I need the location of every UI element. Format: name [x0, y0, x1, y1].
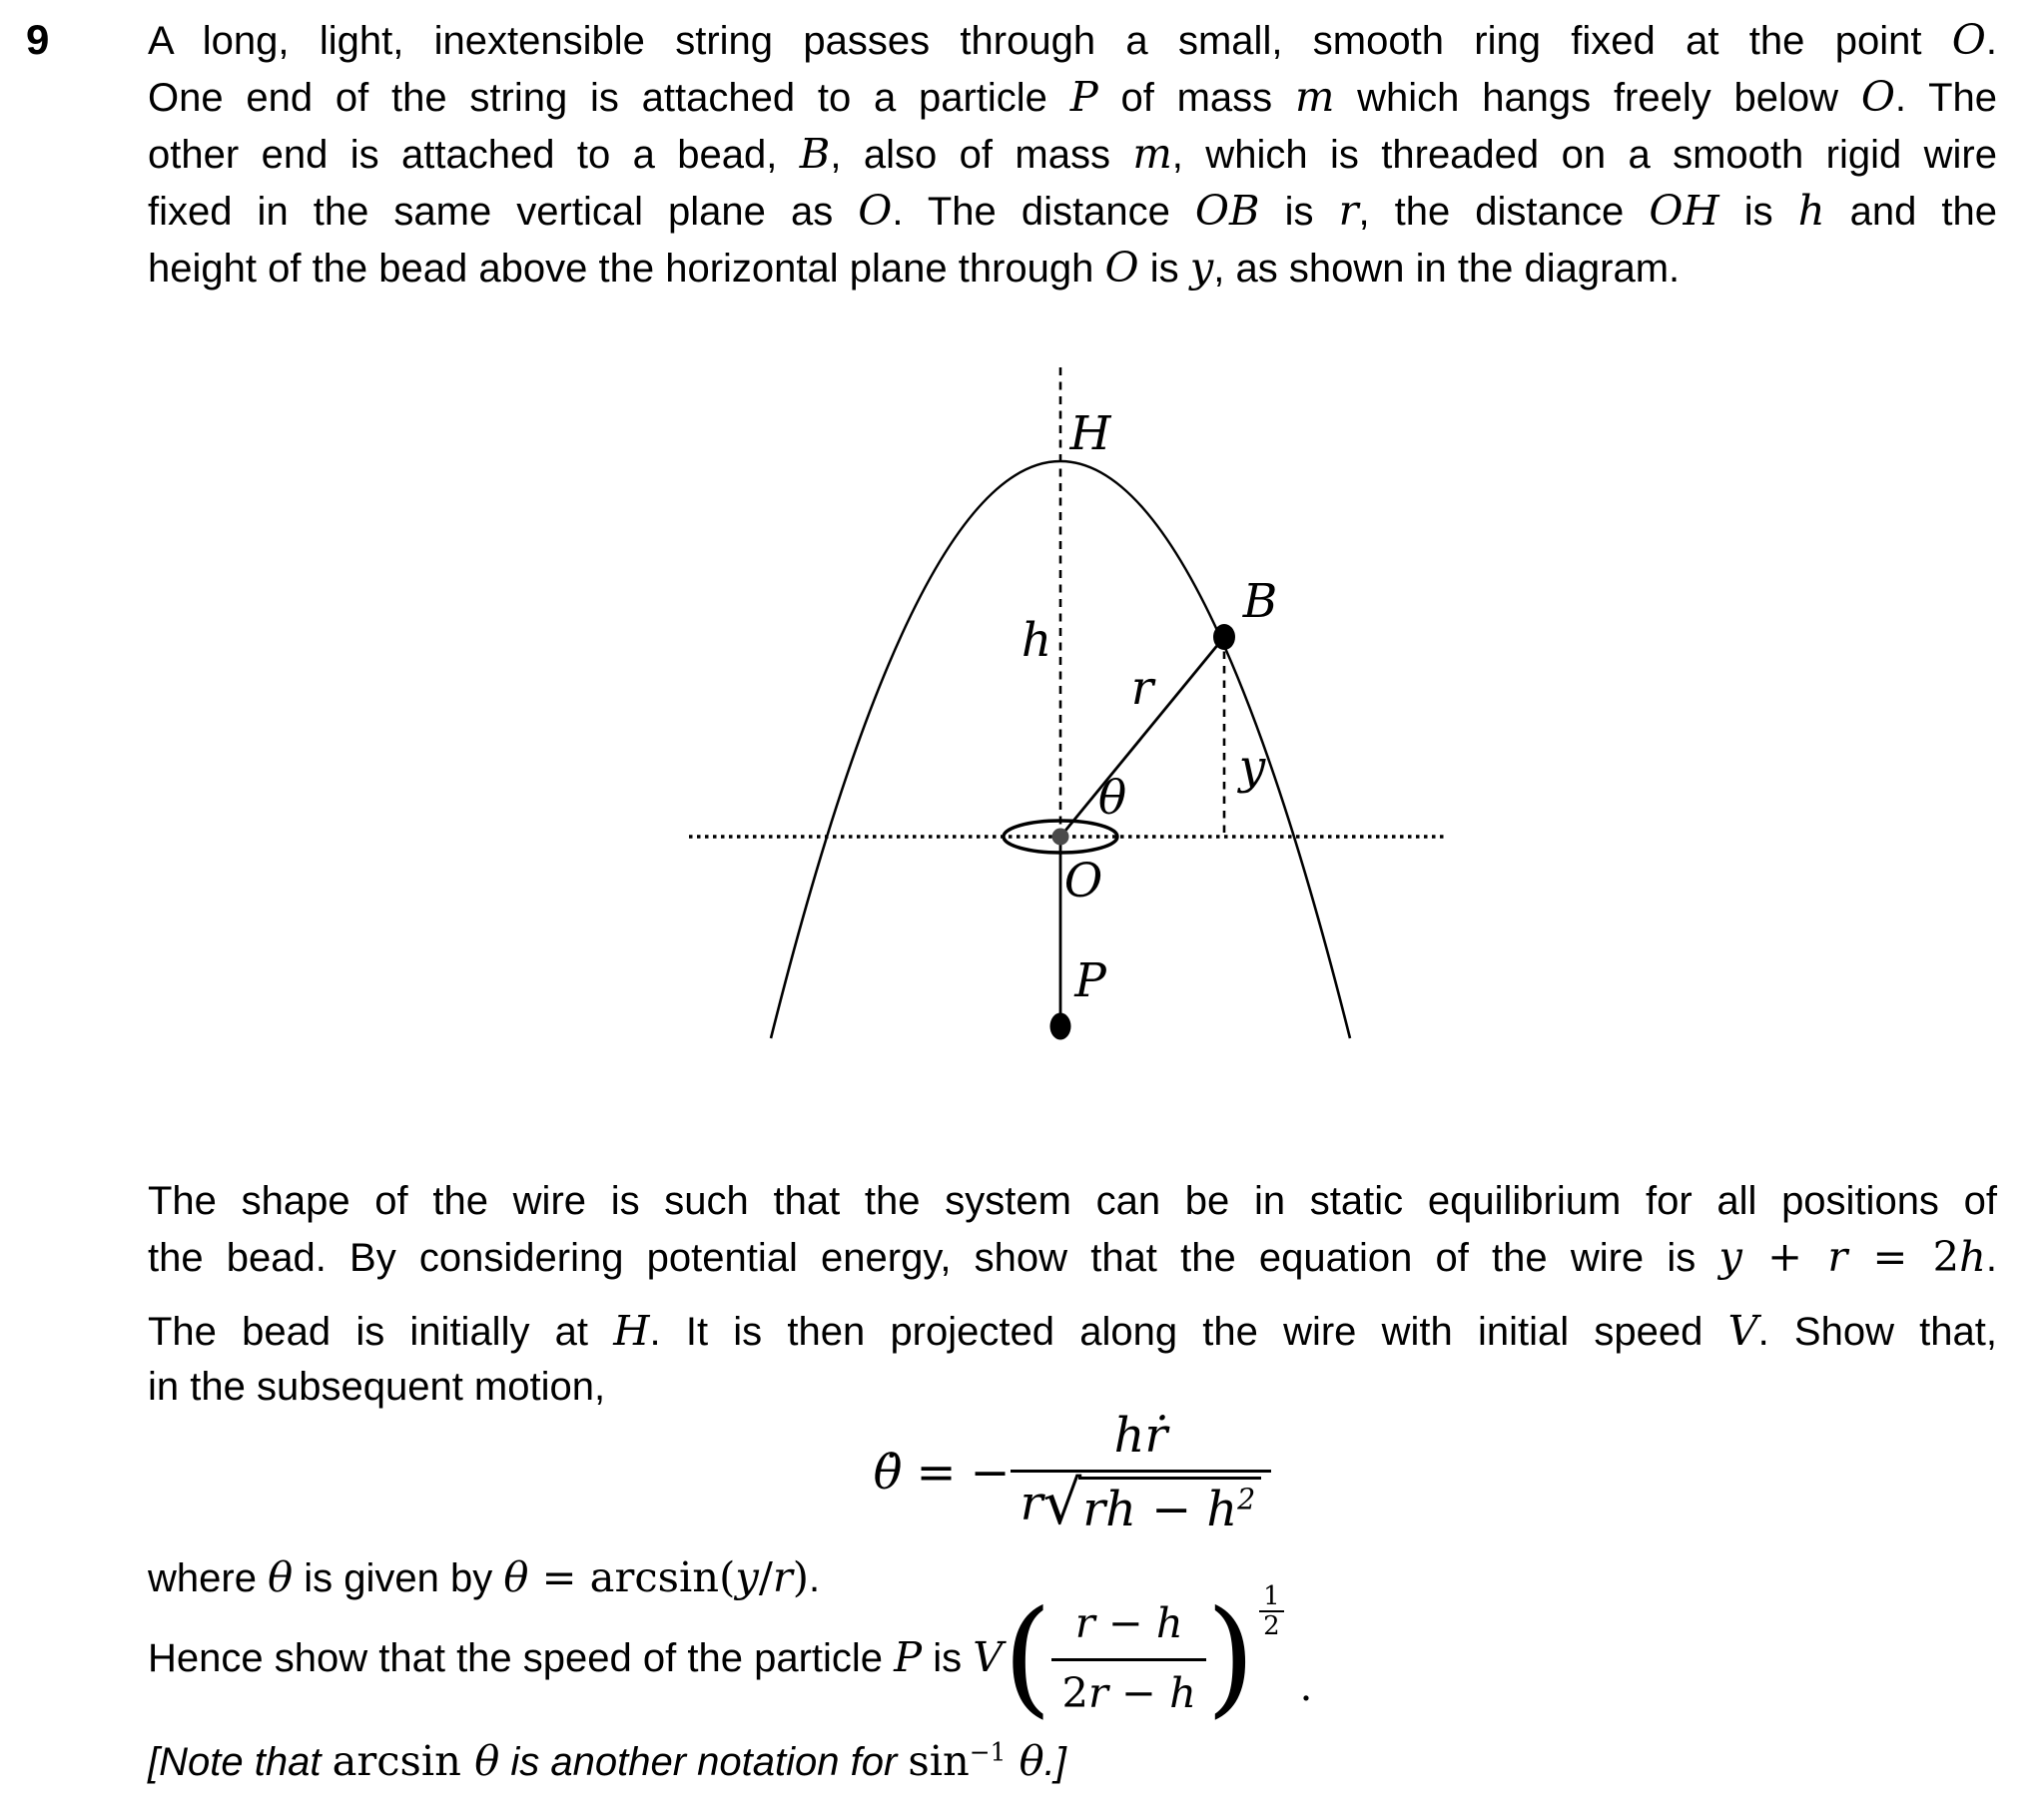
text-run: and the — [1824, 190, 1997, 234]
text-line — [148, 1174, 1997, 1229]
text-run: [Note that — [148, 1740, 333, 1784]
text-run: other end is attached to a bead, — [148, 133, 800, 177]
exponent-numerator: 1 — [1263, 1580, 1280, 1611]
radical-sign: √ — [1042, 1468, 1082, 1538]
text-run: The bead is initially at — [148, 1310, 614, 1354]
open-paren: ( — [1003, 1583, 1052, 1731]
label-h: h — [1021, 613, 1052, 668]
question-number: 9 — [26, 16, 50, 63]
text-run: is another notation for — [499, 1740, 909, 1784]
text-run: P — [894, 1632, 923, 1681]
wire-bead-diagram — [639, 359, 1458, 1058]
text-run: OH — [1649, 186, 1719, 235]
equals-sign: = — [916, 1445, 957, 1501]
text-run: O — [1860, 72, 1895, 121]
text-run: is — [1259, 190, 1339, 234]
text-run: .] — [1043, 1740, 1066, 1784]
equation-row — [874, 1409, 1272, 1537]
text-run: . The — [1894, 76, 1998, 120]
text-run: 2 — [1061, 1668, 1088, 1717]
text-run: r — [1338, 186, 1359, 235]
text-run: rh − h — [1082, 1482, 1238, 1537]
wire-shape-paragraph — [148, 1174, 1997, 1286]
text-run: −1 — [969, 1737, 1007, 1767]
label-theta: θ — [1097, 771, 1127, 826]
text-run: r — [1827, 1232, 1848, 1281]
text-run: . — [1985, 19, 1997, 63]
text-run: of mass — [1097, 76, 1295, 120]
text-run: Hence show that the speed of the particle — [148, 1636, 895, 1680]
text-run: where — [148, 1556, 269, 1600]
text-run: m — [1294, 72, 1335, 121]
text-run: sin — [908, 1736, 970, 1785]
text-run: m — [1132, 129, 1172, 178]
text-line — [148, 183, 1997, 240]
text-run: the bead. By considering potential energy, show that the equation of the wire is — [148, 1236, 1719, 1280]
text-run: h — [1797, 186, 1825, 235]
text-run: One end of the string is attached to a particle — [148, 76, 1070, 120]
sentence-period: . — [1299, 1664, 1313, 1710]
text-line — [148, 126, 1997, 183]
minus-sign: − — [970, 1445, 1011, 1501]
text-run: . — [808, 1556, 821, 1600]
text-line — [148, 240, 1997, 297]
text-run: = arcsin( — [528, 1552, 736, 1601]
speed-fraction — [1051, 1595, 1205, 1720]
text-run: A long, light, inextensible string passes through a small, smooth ring fixed at the point — [148, 19, 1952, 63]
text-run — [1006, 1736, 1019, 1785]
text-run: h — [1959, 1232, 1986, 1281]
speed-fraction-numerator — [1065, 1595, 1193, 1658]
question-intro-paragraph — [148, 12, 1997, 297]
text-run: which hangs freely below — [1334, 76, 1861, 120]
text-run: O — [1104, 243, 1139, 292]
text-line — [148, 12, 1997, 69]
text-run: , the distance — [1358, 190, 1650, 234]
point-O-dot — [1052, 829, 1069, 846]
text-run: r — [772, 1552, 793, 1601]
radicand — [1078, 1477, 1261, 1537]
text-run: V — [973, 1632, 1004, 1681]
text-run: y — [1189, 243, 1214, 292]
text-run: θ — [503, 1552, 529, 1601]
text-line — [148, 69, 1997, 126]
text-run: The shape of the wire is such that the system can be in static equilibrium for all positions of — [148, 1179, 1997, 1223]
text-line — [148, 1303, 1997, 1360]
text-run: . The distance — [892, 190, 1195, 234]
label-P: P — [1074, 953, 1106, 1008]
speed-fraction-denominator — [1051, 1658, 1205, 1720]
label-r: r — [1130, 661, 1154, 716]
text-run: r − h — [1087, 1668, 1196, 1717]
fraction — [1011, 1409, 1272, 1537]
text-run: P — [1069, 72, 1098, 121]
text-run: , which is threaded on a smooth rigid wire — [1171, 133, 1997, 177]
text-run: arcsin — [332, 1736, 475, 1785]
bead-B-dot — [1213, 624, 1235, 650]
particle-P-dot — [1050, 1013, 1071, 1040]
text-run: y — [1718, 1232, 1742, 1281]
text-run: is — [1718, 190, 1798, 234]
close-paren: ) — [1205, 1583, 1256, 1731]
hence-text — [148, 1629, 1003, 1686]
label-H: H — [1069, 406, 1111, 461]
text-run: ) — [792, 1552, 809, 1601]
text-run: in the subsequent motion, — [148, 1365, 606, 1409]
text-run: is given by — [293, 1556, 504, 1600]
label-y: y — [1238, 740, 1266, 795]
text-run: H — [613, 1306, 650, 1355]
text-run: fixed in the same vertical plane as — [148, 190, 859, 234]
radical — [1042, 1468, 1262, 1538]
text-run: θ — [1019, 1736, 1044, 1785]
text-run: + — [1741, 1232, 1828, 1281]
text-run: OB — [1194, 186, 1260, 235]
text-run: θ — [474, 1736, 500, 1785]
text-run: . It is then projected along the wire with initial speed — [649, 1310, 1728, 1354]
text-run: r − h — [1074, 1598, 1183, 1647]
text-run: O — [1951, 15, 1986, 64]
exponent-denominator: 2 — [1259, 1610, 1284, 1640]
text-run: , also of mass — [830, 133, 1133, 177]
label-B: B — [1242, 574, 1278, 629]
fraction-numerator: hṙ — [1113, 1408, 1168, 1464]
arcsin-note-line — [148, 1733, 1997, 1790]
text-run: . — [1985, 1236, 1998, 1280]
text-run: is — [1138, 247, 1190, 291]
hence-show-line — [148, 1580, 1997, 1731]
theta-dot-symbol: θ̇ — [873, 1445, 903, 1501]
text-run: height of the bead above the horizontal plane through — [148, 247, 1105, 291]
text-run: = 2 — [1847, 1232, 1960, 1281]
text-run: . Show that, — [1757, 1310, 1998, 1354]
text-run: θ — [268, 1552, 294, 1601]
text-run: O — [858, 186, 893, 235]
denominator-r: r — [1020, 1476, 1043, 1531]
text-run: , as shown in the diagram. — [1213, 247, 1681, 291]
text-run: is — [922, 1636, 974, 1680]
text-run: V — [1727, 1306, 1758, 1355]
text-line — [148, 1229, 1997, 1286]
text-run: y — [735, 1552, 759, 1601]
exponent-half — [1259, 1580, 1284, 1641]
text-run: / — [758, 1552, 773, 1601]
text-run: 2 — [1237, 1483, 1256, 1516]
theta-dot-display-equation — [148, 1398, 1997, 1547]
label-O: O — [1063, 854, 1103, 909]
text-run: B — [799, 129, 831, 178]
fraction-denominator — [1011, 1470, 1272, 1537]
